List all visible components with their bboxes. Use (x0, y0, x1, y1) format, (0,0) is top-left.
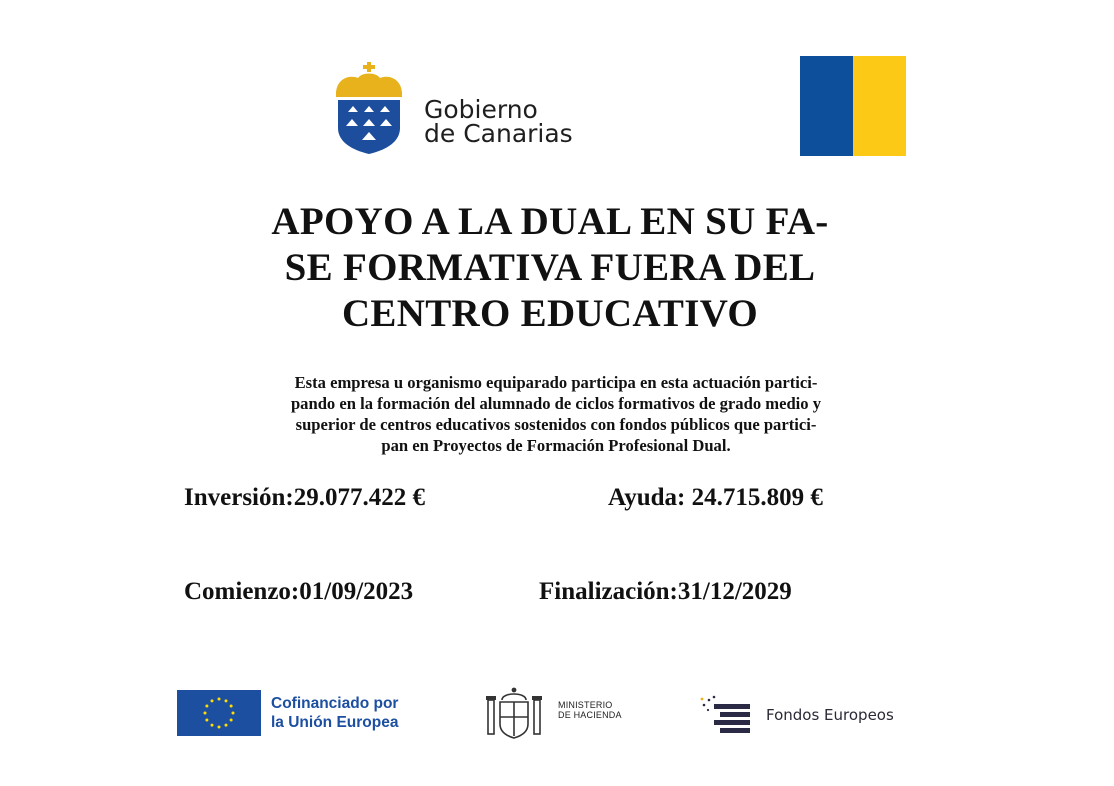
spain-coat-of-arms-icon (484, 686, 544, 740)
eu-text-line-1: Cofinanciado por (271, 695, 399, 712)
description-line-3: superior de centros educativos sostenidos con fondos públicos que partici- (295, 415, 817, 434)
fondos-europeos-text: Fondos Europeos (766, 706, 894, 724)
eu-star (218, 698, 221, 701)
fondos-europeos-logo (698, 695, 918, 735)
eu-cofinanced-logo (177, 690, 423, 736)
ministerio-text (558, 700, 622, 720)
title-line-3: CENTRO EDUCATIVO (341, 292, 759, 335)
inversion-amount: Inversión:29.077.422 € (184, 484, 425, 511)
gobierno-de-canarias-wordmark (424, 95, 573, 148)
eu-flag-icon (177, 690, 261, 736)
eu-star (230, 705, 233, 708)
title-line-2: SE FORMATIVA FUERA DEL (284, 246, 816, 289)
description-line-2: pando en la formación del alumnado de ciclos formativos de grado medio y (290, 394, 822, 413)
gobierno-de-canarias-logo (332, 62, 632, 154)
description-line-1: Esta empresa u organismo equiparado participa en esta actuación partici- (294, 373, 818, 392)
eu-star (225, 724, 228, 727)
eu-star (232, 712, 235, 715)
flag-stripe-yellow (853, 56, 906, 156)
gobierno-line-2: de Canarias (424, 119, 573, 148)
canarias-flag (800, 56, 906, 156)
eu-star (204, 712, 207, 715)
flag-stripe-blue (800, 56, 853, 156)
description-line-4: pan en Proyectos de Formación Profesional Dual. (381, 436, 731, 455)
eu-star (225, 699, 228, 702)
eu-star (211, 699, 214, 702)
canarias-coat-of-arms-icon (332, 62, 406, 154)
description-paragraph (150, 372, 962, 456)
eu-star (205, 719, 208, 722)
eu-star (205, 705, 208, 708)
fondos-europeos-mark-icon (698, 695, 758, 735)
ministerio-de-hacienda-logo (484, 686, 644, 740)
title-line-1: APOYO A LA DUAL EN SU FA- (271, 200, 829, 243)
eu-cofinanced-text (271, 694, 398, 732)
eu-star (218, 726, 221, 729)
eu-star (211, 724, 214, 727)
comienzo-date: Comienzo:01/09/2023 (184, 578, 414, 605)
finalizacion-date: Finalización:31/12/2029 (539, 578, 792, 605)
eu-star (230, 719, 233, 722)
ayuda-amount: Ayuda: 24.715.809 € (608, 484, 823, 511)
gobierno-line-1: Gobierno (424, 95, 538, 124)
ministerio-line-1: MINISTERIO (558, 700, 613, 710)
ministerio-line-2: DE HACIENDA (558, 710, 622, 720)
page-title (150, 199, 950, 337)
eu-text-line-2: la Unión Europea (271, 714, 399, 731)
